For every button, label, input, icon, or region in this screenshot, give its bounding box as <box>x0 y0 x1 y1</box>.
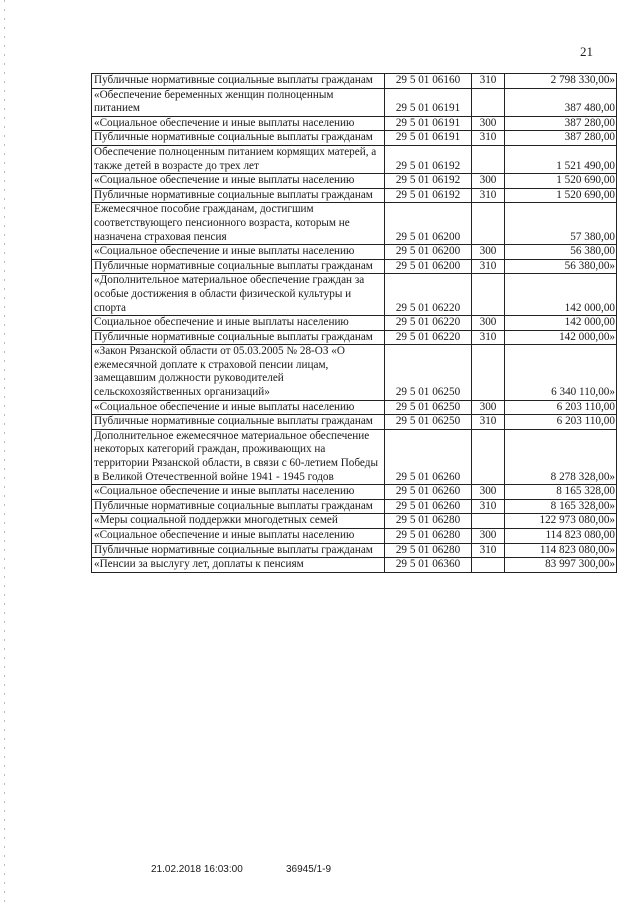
row-name-cell: Обеспечение полноценным питанием кормящих матерей, а также детей в возрасте до трех лет <box>92 145 385 173</box>
row-name-cell: Дополнительное ежемесячное материальное обеспечение некоторых категорий граждан, проживающих на территории Рязанской области, в связи с 60-летием Победы в Великой Отечественной войне 1941 - 1945 годов <box>92 429 385 484</box>
row-expense-type-cell: 300 <box>472 400 505 415</box>
table-row <box>92 74 617 89</box>
row-expense-type-cell: 310 <box>472 415 505 430</box>
table-row <box>92 116 617 131</box>
row-amount-cell: 122 973 080,00» <box>505 514 617 529</box>
row-amount-cell: 387 280,00 <box>505 131 617 146</box>
row-name-cell: «Закон Рязанской области от 05.03.2005 № 28-ОЗ «О ежемесячной доплате к страховой пенсии лицам, замещавшим должности руководителей сельскохозяйственных организаций» <box>92 345 385 400</box>
table-row <box>92 514 617 529</box>
row-amount-cell: 387 280,00 <box>505 116 617 131</box>
row-amount-cell: 142 000,00 <box>505 316 617 331</box>
row-amount-cell: 6 203 110,00 <box>505 415 617 430</box>
row-code-cell: 29 5 01 06250 <box>385 400 472 415</box>
row-code-cell: 29 5 01 06192 <box>385 145 472 173</box>
row-name-cell: «Социальное обеспечение и иные выплаты населению <box>92 245 385 260</box>
row-name-cell: Публичные нормативные социальные выплаты гражданам <box>92 259 385 274</box>
row-expense-type-cell: 300 <box>472 529 505 544</box>
row-code-cell: 29 5 01 06160 <box>385 74 472 89</box>
row-name-cell: Публичные нормативные социальные выплаты гражданам <box>92 415 385 430</box>
row-amount-cell: 142 000,00» <box>505 330 617 345</box>
table-row <box>92 400 617 415</box>
row-code-cell: 29 5 01 06260 <box>385 485 472 500</box>
table-row <box>92 274 617 316</box>
row-code-cell: 29 5 01 06280 <box>385 529 472 544</box>
footer-doc-number: 36945/1-9 <box>286 864 332 875</box>
row-amount-cell: 6 340 110,00» <box>505 345 617 400</box>
row-amount-cell: 8 278 328,00» <box>505 429 617 484</box>
row-name-cell: «Меры социальной поддержки многодетных семей <box>92 514 385 529</box>
table-row <box>92 429 617 484</box>
table-row <box>92 131 617 146</box>
row-code-cell: 29 5 01 06250 <box>385 345 472 400</box>
row-name-cell: «Обеспечение беременных женщин полноценным питанием <box>92 88 385 116</box>
row-code-cell: 29 5 01 06360 <box>385 558 472 573</box>
row-code-cell: 29 5 01 06192 <box>385 188 472 203</box>
row-name-cell: «Дополнительное материальное обеспечение граждан за особые достижения в области физической культуры и спорта <box>92 274 385 316</box>
row-name-cell: Социальное обеспечение и иные выплаты населению <box>92 316 385 331</box>
table-row <box>92 145 617 173</box>
row-amount-cell: 8 165 328,00» <box>505 499 617 514</box>
table-row <box>92 245 617 260</box>
row-amount-cell: 56 380,00» <box>505 259 617 274</box>
table-row <box>92 188 617 203</box>
table-row <box>92 174 617 189</box>
row-amount-cell: 114 823 080,00 <box>505 529 617 544</box>
row-code-cell: 29 5 01 06250 <box>385 415 472 430</box>
row-amount-cell: 83 997 300,00» <box>505 558 617 573</box>
row-code-cell: 29 5 01 06192 <box>385 174 472 189</box>
row-name-cell: «Социальное обеспечение и иные выплаты населению <box>92 529 385 544</box>
budget-table <box>91 73 617 573</box>
page-number: 21 <box>580 44 593 59</box>
row-expense-type-cell: 310 <box>472 259 505 274</box>
row-amount-cell: 2 798 330,00» <box>505 74 617 89</box>
row-expense-type-cell: 300 <box>472 316 505 331</box>
row-code-cell: 29 5 01 06200 <box>385 245 472 260</box>
row-expense-type-cell: 310 <box>472 74 505 89</box>
row-name-cell: «Социальное обеспечение и иные выплаты населению <box>92 485 385 500</box>
row-code-cell: 29 5 01 06220 <box>385 316 472 331</box>
row-code-cell: 29 5 01 06191 <box>385 116 472 131</box>
row-expense-type-cell <box>472 274 505 316</box>
table-row <box>92 558 617 573</box>
row-code-cell: 29 5 01 06280 <box>385 514 472 529</box>
row-name-cell: Публичные нормативные социальные выплаты гражданам <box>92 131 385 146</box>
row-expense-type-cell <box>472 203 505 245</box>
table-row <box>92 485 617 500</box>
row-expense-type-cell: 310 <box>472 543 505 558</box>
row-name-cell: Публичные нормативные социальные выплаты гражданам <box>92 543 385 558</box>
row-expense-type-cell <box>472 429 505 484</box>
row-expense-type-cell: 310 <box>472 330 505 345</box>
row-code-cell: 29 5 01 06191 <box>385 88 472 116</box>
row-expense-type-cell <box>472 145 505 173</box>
table-row <box>92 499 617 514</box>
row-amount-cell: 1 521 490,00 <box>505 145 617 173</box>
row-expense-type-cell <box>472 514 505 529</box>
table-row <box>92 529 617 544</box>
row-expense-type-cell: 300 <box>472 245 505 260</box>
row-expense-type-cell: 300 <box>472 485 505 500</box>
row-amount-cell: 387 480,00 <box>505 88 617 116</box>
table-row <box>92 415 617 430</box>
row-name-cell: «Социальное обеспечение и иные выплаты населению <box>92 400 385 415</box>
row-expense-type-cell: 300 <box>472 174 505 189</box>
row-code-cell: 29 5 01 06260 <box>385 429 472 484</box>
row-amount-cell: 114 823 080,00» <box>505 543 617 558</box>
row-expense-type-cell: 310 <box>472 499 505 514</box>
row-expense-type-cell <box>472 345 505 400</box>
binding-edge <box>4 0 5 905</box>
row-expense-type-cell <box>472 88 505 116</box>
row-code-cell: 29 5 01 06220 <box>385 274 472 316</box>
row-expense-type-cell: 300 <box>472 116 505 131</box>
row-name-cell: Публичные нормативные социальные выплаты гражданам <box>92 330 385 345</box>
row-code-cell: 29 5 01 06220 <box>385 330 472 345</box>
row-name-cell: «Социальное обеспечение и иные выплаты населению <box>92 174 385 189</box>
row-code-cell: 29 5 01 06260 <box>385 499 472 514</box>
row-name-cell: Публичные нормативные социальные выплаты гражданам <box>92 188 385 203</box>
row-amount-cell: 57 380,00 <box>505 203 617 245</box>
footer-timestamp: 21.02.2018 16:03:00 <box>151 864 243 875</box>
row-amount-cell: 142 000,00 <box>505 274 617 316</box>
row-expense-type-cell <box>472 558 505 573</box>
row-code-cell: 29 5 01 06200 <box>385 203 472 245</box>
row-amount-cell: 6 203 110,00 <box>505 400 617 415</box>
row-name-cell: «Социальное обеспечение и иные выплаты населению <box>92 116 385 131</box>
row-amount-cell: 1 520 690,00 <box>505 188 617 203</box>
row-name-cell: «Пенсии за выслугу лет, доплаты к пенсиям <box>92 558 385 573</box>
row-name-cell: Публичные нормативные социальные выплаты гражданам <box>92 499 385 514</box>
table-row <box>92 316 617 331</box>
row-amount-cell: 1 520 690,00 <box>505 174 617 189</box>
budget-table-body <box>92 74 617 573</box>
table-row <box>92 203 617 245</box>
table-row <box>92 330 617 345</box>
row-name-cell: Ежемесячное пособие гражданам, достигшим соответствующего пенсионного возраста, которым не назначена страховая пенсия <box>92 203 385 245</box>
table-row <box>92 259 617 274</box>
table-row <box>92 543 617 558</box>
row-code-cell: 29 5 01 06191 <box>385 131 472 146</box>
table-row <box>92 345 617 400</box>
row-expense-type-cell: 310 <box>472 188 505 203</box>
row-expense-type-cell: 310 <box>472 131 505 146</box>
row-name-cell: Публичные нормативные социальные выплаты гражданам <box>92 74 385 89</box>
table-row <box>92 88 617 116</box>
row-code-cell: 29 5 01 06280 <box>385 543 472 558</box>
row-amount-cell: 56 380,00 <box>505 245 617 260</box>
row-amount-cell: 8 165 328,00 <box>505 485 617 500</box>
row-code-cell: 29 5 01 06200 <box>385 259 472 274</box>
